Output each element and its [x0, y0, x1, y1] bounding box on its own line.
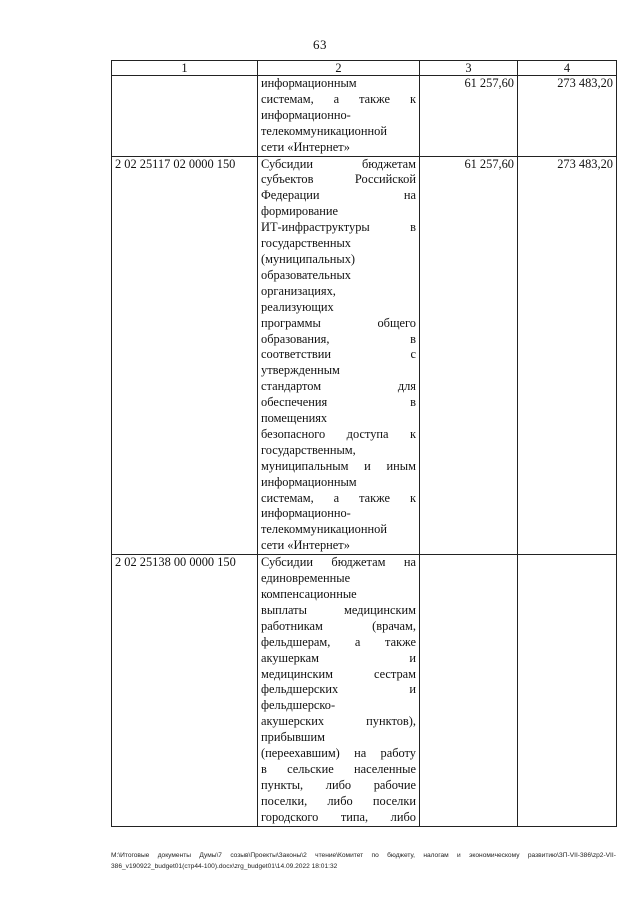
header-col-1: 1	[112, 61, 258, 76]
description-word: акушерских	[261, 714, 325, 729]
row-code: 2 02 25117 02 0000 150	[112, 156, 258, 555]
description-word: также	[385, 634, 416, 649]
description-line	[261, 220, 416, 236]
document-path-footer	[111, 850, 616, 872]
table-row	[112, 156, 617, 555]
description-line: организациях,	[261, 283, 336, 298]
description-line: информационным	[261, 474, 357, 489]
footer-word: М:\Итоговые	[111, 852, 150, 859]
page-number: 63	[313, 37, 327, 52]
description-line	[261, 714, 416, 730]
description-word: для	[397, 379, 416, 394]
description-word: субъектов	[261, 172, 314, 187]
description-line	[261, 794, 416, 810]
description-line	[261, 188, 416, 204]
description-line: государственных	[261, 236, 352, 251]
description-line	[261, 667, 416, 683]
description-word: муниципальным	[261, 458, 349, 473]
description-word: и	[409, 650, 416, 665]
description-line: сети «Интернет»	[261, 139, 350, 154]
description-word: образования,	[261, 331, 330, 346]
description-word: на	[403, 188, 416, 203]
description-word: программы	[261, 315, 321, 330]
description-word: населенные	[353, 761, 416, 776]
row-amount-col3: 61 257,60	[420, 156, 518, 555]
description-word: Субсидии	[261, 156, 313, 171]
description-word: выплаты	[261, 602, 307, 617]
description-line: единовременные	[261, 571, 351, 586]
description-word: а	[333, 91, 340, 106]
description-line: информационным	[261, 76, 357, 90]
description-line	[261, 332, 416, 348]
description-line	[261, 635, 416, 651]
description-word: медицинским	[261, 666, 333, 681]
description-word: работникам	[261, 618, 323, 633]
description-word: Субсидии	[261, 555, 313, 570]
header-col-4: 4	[518, 61, 617, 76]
description-word: к	[409, 490, 416, 505]
description-word: также	[359, 490, 391, 505]
description-line	[261, 778, 416, 794]
row-amount-col3: 61 257,60	[420, 76, 518, 157]
footer-word: налогам	[423, 852, 449, 859]
description-word: в	[261, 761, 267, 776]
header-col-3: 3	[420, 61, 518, 76]
description-word: ИТ-инфраструктуры	[261, 220, 370, 235]
description-line: телекоммуникационной	[261, 123, 387, 138]
description-word: поселки,	[261, 793, 308, 808]
description-word: бюджетам	[361, 156, 416, 171]
footer-word: по	[371, 852, 379, 859]
description-line	[261, 379, 416, 395]
description-word: типа,	[340, 809, 369, 824]
description-line	[261, 92, 416, 108]
description-word: и	[409, 682, 416, 697]
description-word: пункты,	[261, 777, 304, 792]
description-line	[261, 395, 416, 411]
description-word: также	[359, 91, 391, 106]
description-line	[261, 172, 416, 188]
row-description	[258, 555, 420, 826]
description-word: безопасного	[261, 426, 326, 441]
description-word: а	[354, 634, 361, 649]
description-line: информационно-	[261, 506, 351, 521]
description-line	[261, 603, 416, 619]
description-word: а	[333, 490, 340, 505]
footer-word: и	[457, 852, 461, 859]
row-description	[258, 76, 420, 157]
description-word: сестрам	[373, 666, 416, 681]
description-word: либо	[327, 793, 353, 808]
description-word: либо	[325, 777, 352, 792]
description-word: медицинским	[344, 602, 416, 617]
description-word: иным	[386, 458, 416, 473]
description-word: рабочие	[373, 777, 416, 792]
description-line	[261, 427, 416, 443]
row-description	[258, 156, 420, 555]
header-col-2: 2	[258, 61, 420, 76]
description-line: (муниципальных)	[261, 251, 356, 266]
footer-word: созыв\Проекты\Законы\2	[230, 852, 307, 859]
footer-path-line-1	[111, 850, 616, 861]
description-line	[261, 316, 416, 332]
footer-word: документы	[157, 852, 192, 859]
row-amount-col4: 273 483,20	[518, 76, 617, 157]
description-word: общего	[377, 315, 416, 330]
description-word: Федерации	[261, 188, 320, 203]
description-line: фельдшерско-	[261, 698, 336, 713]
row-amount-col3	[420, 555, 518, 826]
description-line: помещениях	[261, 411, 328, 426]
table-row	[112, 555, 617, 826]
description-line	[261, 347, 416, 363]
row-code: 2 02 25138 00 0000 150	[112, 555, 258, 826]
description-word: в	[410, 331, 416, 346]
description-line: образовательных	[261, 267, 351, 282]
footer-word: развитию\ЗП-VII-386\zp2-VII-	[527, 852, 616, 859]
description-line	[261, 746, 416, 762]
description-word: в	[410, 220, 416, 235]
description-word: соответствии	[261, 347, 332, 362]
description-word: фельдшерских	[261, 682, 339, 697]
description-line	[261, 491, 416, 507]
description-line	[261, 651, 416, 667]
budget-table	[111, 60, 617, 827]
description-word: стандартом	[261, 379, 322, 394]
footer-word: чтение\Комитет	[315, 852, 364, 859]
description-word: в	[410, 395, 416, 410]
footer-path-line-2: 386_v190922_budget01(стр44-100).docx\zrg_budget01\14.09.2022 18:01:32	[111, 863, 338, 870]
description-word: (переехавшим)	[261, 746, 340, 761]
description-word: к	[409, 91, 416, 106]
description-line	[261, 157, 416, 173]
description-word: к	[409, 426, 416, 441]
description-word: акушеркам	[261, 650, 319, 665]
footer-word: экономическому	[469, 852, 520, 859]
description-line	[261, 555, 416, 571]
description-word: сельские	[287, 761, 334, 776]
description-line: государственным,	[261, 442, 356, 457]
description-word: системам,	[261, 490, 314, 505]
description-line	[261, 682, 416, 698]
description-word: доступа	[346, 426, 389, 441]
description-word: фельдшерам,	[261, 634, 331, 649]
description-line	[261, 619, 416, 635]
description-line: формирование	[261, 204, 339, 219]
row-amount-col4: 273 483,20	[518, 156, 617, 555]
description-line: утвержденным	[261, 363, 340, 378]
description-line: телекоммуникационной	[261, 522, 387, 537]
description-word: либо	[390, 809, 416, 824]
description-word: на	[403, 555, 416, 570]
description-line: информационно-	[261, 107, 351, 122]
description-word: поселки	[372, 793, 416, 808]
description-line: сети «Интернет»	[261, 538, 350, 553]
description-word: работу	[380, 746, 416, 761]
description-line: прибывшим	[261, 730, 325, 745]
description-line	[261, 810, 416, 826]
footer-word: Думы\7	[199, 852, 222, 859]
description-word: Российской	[354, 172, 416, 187]
description-word: городского	[261, 809, 319, 824]
description-word: с	[410, 347, 416, 362]
row-code	[112, 76, 258, 157]
header-row	[112, 61, 617, 76]
description-word: (врачам,	[372, 618, 416, 633]
description-line	[261, 762, 416, 778]
description-word: на	[354, 746, 367, 761]
description-line	[261, 459, 416, 475]
description-word: пунктов),	[366, 714, 416, 729]
description-line: компенсационные	[261, 587, 357, 601]
description-word: бюджетам	[331, 555, 386, 570]
description-line: реализующих	[261, 299, 334, 314]
description-word: системам,	[261, 91, 314, 106]
table-row	[112, 76, 617, 157]
row-amount-col4	[518, 555, 617, 826]
footer-word: бюджету,	[387, 852, 415, 859]
description-word: обеспечения	[261, 395, 328, 410]
description-word: и	[364, 458, 371, 473]
